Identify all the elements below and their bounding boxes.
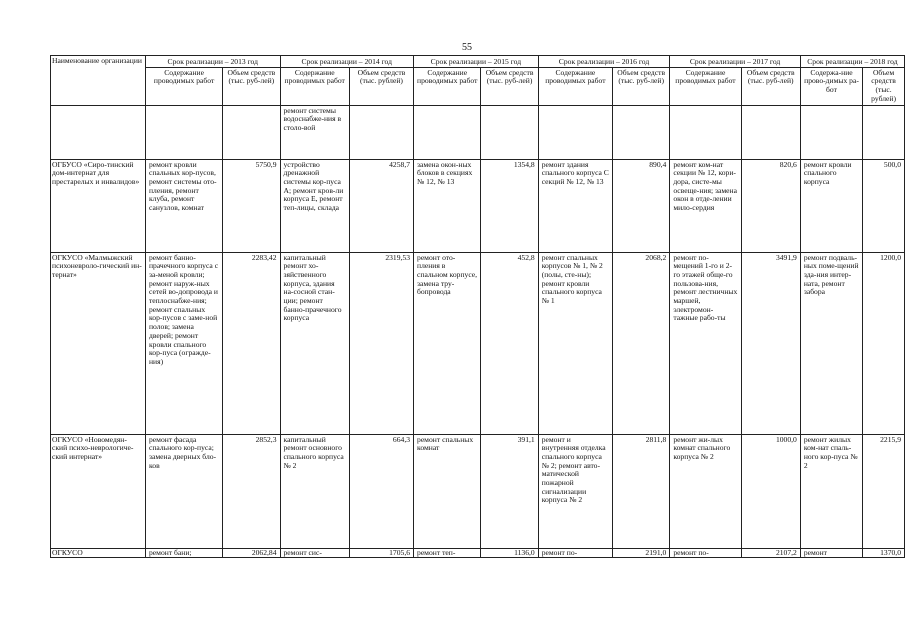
repair-schedule-table: [50, 55, 905, 558]
cell-sum-2015: 391,1: [481, 434, 538, 548]
table-row: [51, 548, 905, 558]
header-work-2017: Содержание проводимых работ: [670, 67, 741, 105]
cell-org: ОГБУСО «Сиро-тинский дом-интернат для престарелых и инвалидов»: [51, 159, 146, 252]
cell-sum-2014: 664,3: [349, 434, 413, 548]
cell-work-2016: ремонт спальных корпусов № 1, № 2 (полы, сте-ны); ремонт кровли спального корпуса № 1: [538, 252, 612, 434]
cell-work-2014: капитальный ремонт хо-зяйственного корпуса, здания на-сосной стан-ции; ремонт банно-прачечного корпуса: [280, 252, 349, 434]
cell-work-2016: ремонт по-: [538, 548, 612, 558]
cell-sum-2017: 2107,2: [741, 548, 800, 558]
cell-work-2013: ремонт банно-прачечного корпуса с за-меной кровли; ремонт наруж-ных сетей во-допровода и теплоснабже-ния; ремонт спальных кор-пусов с заме-ной полов; замена дверей; ремонт кровли спального кор-пуса (огражде-ния): [145, 252, 222, 434]
cell-work-2014: устройство дренажной системы кор-пуса А; ремонт кров-ли корпуса Е, ремонт теп-лицы, склада: [280, 159, 349, 252]
cell-work-2018: ремонт жилых ком-нат спаль-ного кор-пуса № 2: [800, 434, 862, 548]
cell-sum-2016: 890,4: [613, 159, 670, 252]
cell-work-2013: ремонт кровли спальных кор-пусов, ремонт системы ото-пления, ремонт клуба, ремонт санузлов, комнат: [145, 159, 222, 252]
cell-work-2015: ремонт спальных комнат: [414, 434, 481, 548]
header-row-columns: [51, 67, 905, 105]
cell-sum-2014: 4258,7: [349, 159, 413, 252]
header-work-2013: Содержание проводимых работ: [145, 67, 222, 105]
cell-work-2018: ремонт подваль-ных поме-щений зда-ния интер-ната, ремонт забора: [800, 252, 862, 434]
cell-work-2013: ремонт бани;: [145, 548, 222, 558]
cell-sum-2018: 500,0: [863, 159, 905, 252]
cell-org: ОГКУСО «Малмыжский психоневроло-гический ин-тернат»: [51, 252, 146, 434]
header-row-years: [51, 56, 905, 68]
cell-work-2013: ремонт фасада спального кор-пуса; замена дверных бло-ков: [145, 434, 222, 548]
cell-work-2018: ремонт: [800, 548, 862, 558]
table-row: [51, 434, 905, 548]
cell-sum-2015: 1136,0: [481, 548, 538, 558]
page-number: 55: [462, 42, 472, 53]
header-volume-2013: Объем средств (тыс. руб-лей): [223, 67, 280, 105]
header-year-2017: Срок реализации – 2017 год: [670, 56, 801, 68]
cell-sum-2014: 2319,53: [349, 252, 413, 434]
cell-sum-2017: 3491,9: [741, 252, 800, 434]
header-volume-2017: Объем средств (тыс. руб-лей): [741, 67, 800, 105]
cell-org: ОГКУСО: [51, 548, 146, 558]
cell-sum-2018: 2215,9: [863, 434, 905, 548]
header-volume-2016: Объем средств (тыс. руб-лей): [613, 67, 670, 105]
cell-sum-2018: 1200,0: [863, 252, 905, 434]
header-work-2014: Содержание проводимых работ: [280, 67, 349, 105]
header-org: Наименование организации: [51, 56, 146, 106]
header-year-2016: Срок реализации – 2016 год: [538, 56, 670, 68]
cell-sum-2013: 5750,9: [223, 159, 280, 252]
table-row: [51, 159, 905, 252]
cell-work-2016: ремонт и внутренняя отделка спального корпуса № 2; ремонт авто-матической пожарной сигнализации корпуса № 2: [538, 434, 612, 548]
cell-sum-2015: 452,8: [481, 252, 538, 434]
cell-work-2015: ремонт теп-: [414, 548, 481, 558]
header-work-2015: Содержание проводимых работ: [414, 67, 481, 105]
header-year-2014: Срок реализации – 2014 год: [280, 56, 414, 68]
header-year-2013: Срок реализации – 2013 год: [145, 56, 280, 68]
table-row-continuation: [51, 105, 905, 159]
cell-work-2016: ремонт здания спального корпуса С секций № 12, № 13: [538, 159, 612, 252]
cell-sum-2016: 2191,0: [613, 548, 670, 558]
header-volume-2014: Объем средств (тыс. рублей): [349, 67, 413, 105]
cell-work-2017: ремонт по-мещений 1-го и 2-го этажей обще-го пользова-ния, ремонт лестничных маршей, электромон-тажные рабо-ты: [670, 252, 741, 434]
cell-work-2015: ремонт ото-пления в спальном корпусе, замена тру-бопровода: [414, 252, 481, 434]
header-year-2018: Срок реализации – 2018 год: [800, 56, 904, 68]
cell-work-2017: ремонт жи-лых комнат спального корпуса № 2: [670, 434, 741, 548]
cell-sum-2016: 2068,2: [613, 252, 670, 434]
cell-sum-2013: 2283,42: [223, 252, 280, 434]
cell-sum-2014: 1705,6: [349, 548, 413, 558]
table-row: [51, 252, 905, 434]
cell-sum-2013: 2062,84: [223, 548, 280, 558]
cell-sum-2018: 1370,0: [863, 548, 905, 558]
cell-work-2018: ремонт кровли спального корпуса: [800, 159, 862, 252]
cell-work-2014: капитальный ремонт основного спального корпуса № 2: [280, 434, 349, 548]
cell-work-2014: ремонт сис-: [280, 548, 349, 558]
cell-sum-2015: 1354,8: [481, 159, 538, 252]
cell-work-2017: ремонт по-: [670, 548, 741, 558]
header-year-2015: Срок реализации – 2015 год: [414, 56, 539, 68]
header-work-2016: Содержание проводимых работ: [538, 67, 612, 105]
cell-work-2015: замена окон-ных блоков в секциях № 12, № 13: [414, 159, 481, 252]
cell-org: ОГКУСО «Новомедян-ский психо-неврологиче-ский интернат»: [51, 434, 146, 548]
header-volume-2015: Объем средств (тыс. руб-лей): [481, 67, 538, 105]
cell-sum-2017: 820,6: [741, 159, 800, 252]
header-work-2018: Содержа-ние прово-димых ра-бот: [800, 67, 862, 105]
cell-sum-2013: 2852,3: [223, 434, 280, 548]
cell-work-2017: ремонт ком-нат секции № 12, кори-дора, систе-мы освеще-ния; замена окон в отде-лении мило-сердия: [670, 159, 741, 252]
cell-work-2014: ремонт системы водоснабже-ния в столо-вой: [280, 105, 349, 159]
cell-sum-2016: 2811,8: [613, 434, 670, 548]
cell-sum-2017: 1000,0: [741, 434, 800, 548]
header-volume-2018: Объем средств (тыс. рублей): [863, 67, 905, 105]
